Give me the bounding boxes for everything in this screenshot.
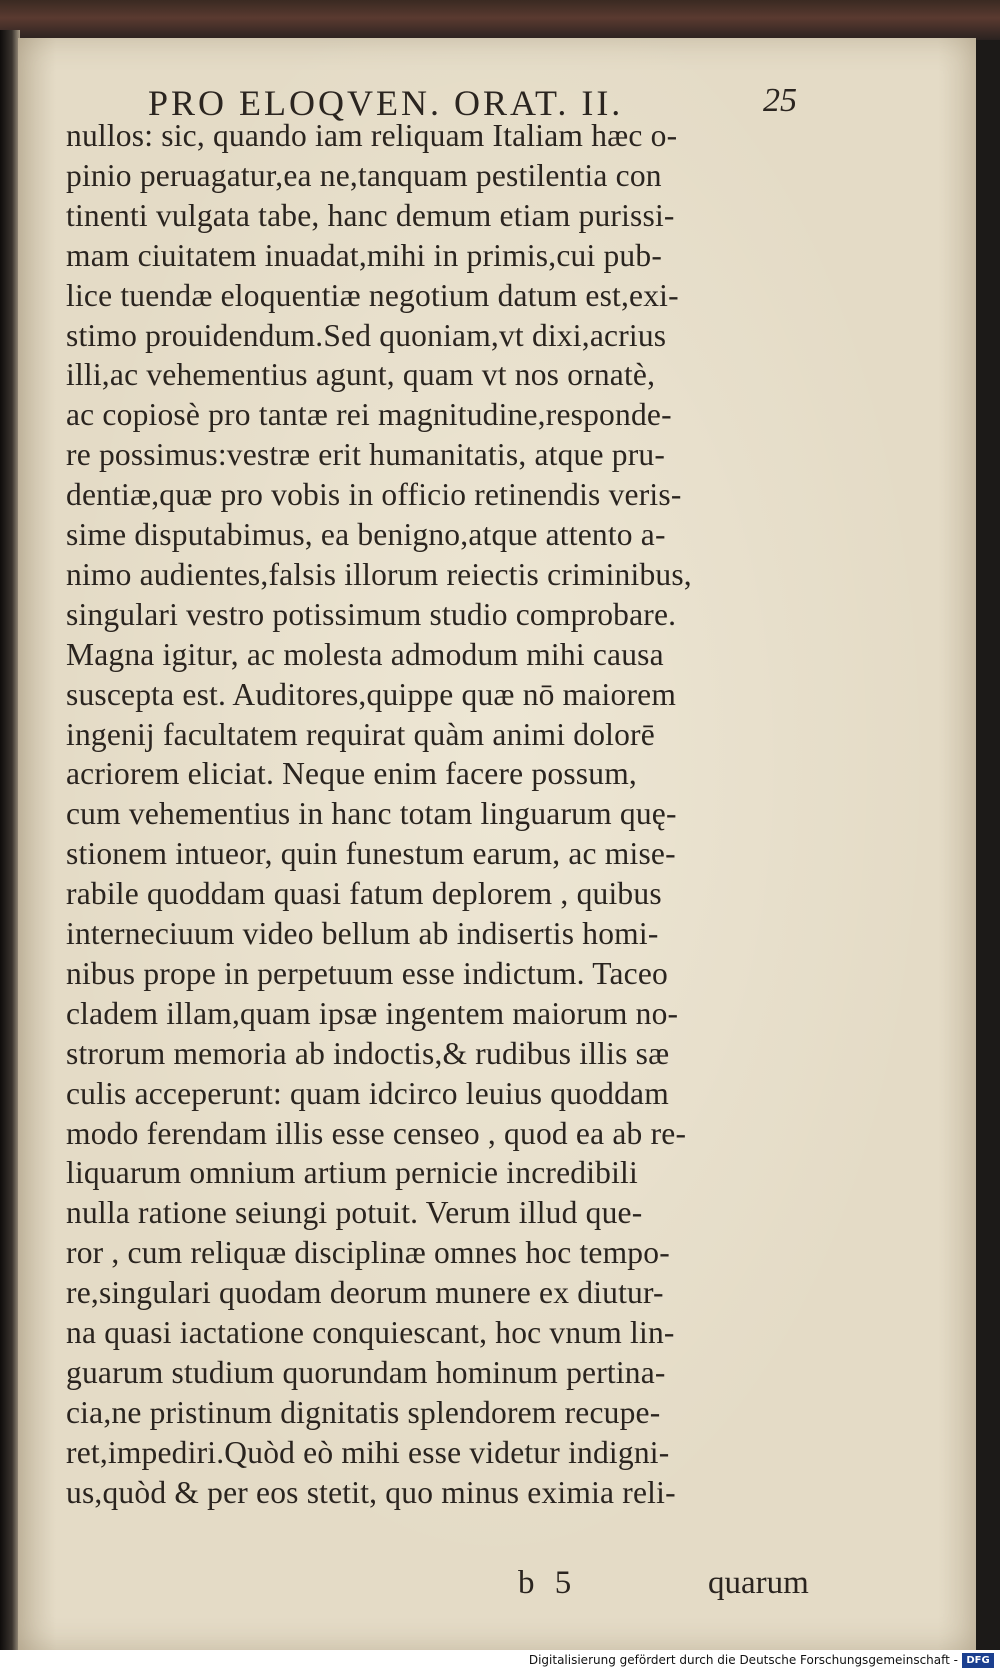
text-line: suscepta est. Auditores,quippe quæ nō maiorem <box>66 676 677 712</box>
credit-bar <box>0 1650 1000 1673</box>
text-line: acriorem eliciat. Neque enim facere possum, <box>66 756 637 792</box>
text-line: rabile quoddam quasi fatum deplorem , quibus <box>66 876 662 912</box>
text-line: nulla ratione seiungi potuit. Verum illud que- <box>66 1195 643 1231</box>
text-line: liquarum omnium artium pernicie incredibili <box>66 1155 638 1191</box>
text-line: re possimus:vestræ erit humanitatis, atque pru- <box>66 437 666 473</box>
page-footer <box>18 1565 976 1615</box>
body-text <box>18 38 976 1650</box>
text-line: Magna igitur, ac molesta admodum mihi causa <box>66 636 664 672</box>
text-line: mam ciuitatem inuadat,mihi in primis,cui pub- <box>66 237 663 273</box>
text-line: cum vehementius in hanc totam linguarum quę- <box>66 796 677 832</box>
text-line: nibus prope in perpetuum esse indictum. Taceo <box>66 955 668 991</box>
text-line: ror , cum reliquæ disciplinæ omnes hoc tempo- <box>66 1235 670 1271</box>
text-line: sime disputabimus, ea benigno,atque attento a- <box>66 517 666 552</box>
book-gutter <box>0 30 20 1650</box>
text-line: nullos: sic, quando iam reliquam Italiam hæc o- <box>66 118 678 153</box>
text-line: cia,ne pristinum dignitatis splendorem recupe- <box>66 1394 661 1430</box>
text-line: tinenti vulgata tabe, hanc demum etiam purissi- <box>66 197 675 233</box>
text-line: culis acceperunt: quam idcirco leuius quoddam <box>66 1075 669 1111</box>
text-line: pinio peruagatur,ea ne,tanquam pestilentia con <box>66 157 662 193</box>
text-line: na quasi iactatione conquiescant, hoc vnum lin- <box>66 1315 675 1350</box>
text-line: dentiæ,quæ pro vobis in officio retinendis veris- <box>66 477 682 513</box>
page-number: 25 <box>763 82 797 119</box>
text-line: ingenij facultatem requirat quàm animi dolorē <box>66 716 655 752</box>
book-top-edge <box>0 0 1000 40</box>
text-line: lice tuendæ eloquentiæ negotium datum est,exi- <box>66 277 679 313</box>
dfg-logo: DFG <box>962 1653 994 1668</box>
text-line: singulari vestro potissimum studio comprobare. <box>66 596 677 632</box>
text-line: modo ferendam illis esse censeo , quod ea ab re- <box>66 1115 687 1151</box>
signature-mark: b 5 <box>518 1565 572 1601</box>
text-line: nimo audientes,falsis illorum reiectis criminibus, <box>66 556 692 592</box>
text-line: cladem illam,quam ipsæ ingentem maiorum no- <box>66 995 679 1031</box>
text-line: ret,impediri.Quòd eò mihi esse videtur indigni- <box>66 1434 670 1470</box>
text-line: ac copiosè pro tantæ rei magnitudine,responde- <box>66 397 672 433</box>
book-page <box>18 38 976 1650</box>
text-line: re,singulari quodam deorum munere ex diutur- <box>66 1275 664 1311</box>
text-line: illi,ac vehementius agunt, quam vt nos ornatè, <box>66 357 656 393</box>
running-head: PRO ELOQVEN. ORAT. II. <box>148 83 624 123</box>
text-line: interneciuum video bellum ab indisertis homi- <box>66 916 659 951</box>
text-line: strorum memoria ab indoctis,& rudibus illis sæ <box>66 1035 670 1071</box>
credit-text: Digitalisierung gefördert durch die Deutsche Forschungsgemeinschaft - <box>528 1653 958 1667</box>
catchword: quarum <box>708 1565 809 1601</box>
text-line: stimo prouidendum.Sed quoniam,vt dixi,acrius <box>66 317 667 353</box>
text-line: stionem intueor, quin funestum earum, ac mise- <box>66 836 676 872</box>
text-line: guarum studium quorundam hominum pertina- <box>66 1354 666 1390</box>
text-line: us,quòd & per eos stetit, quo minus eximia reli- <box>66 1474 676 1510</box>
